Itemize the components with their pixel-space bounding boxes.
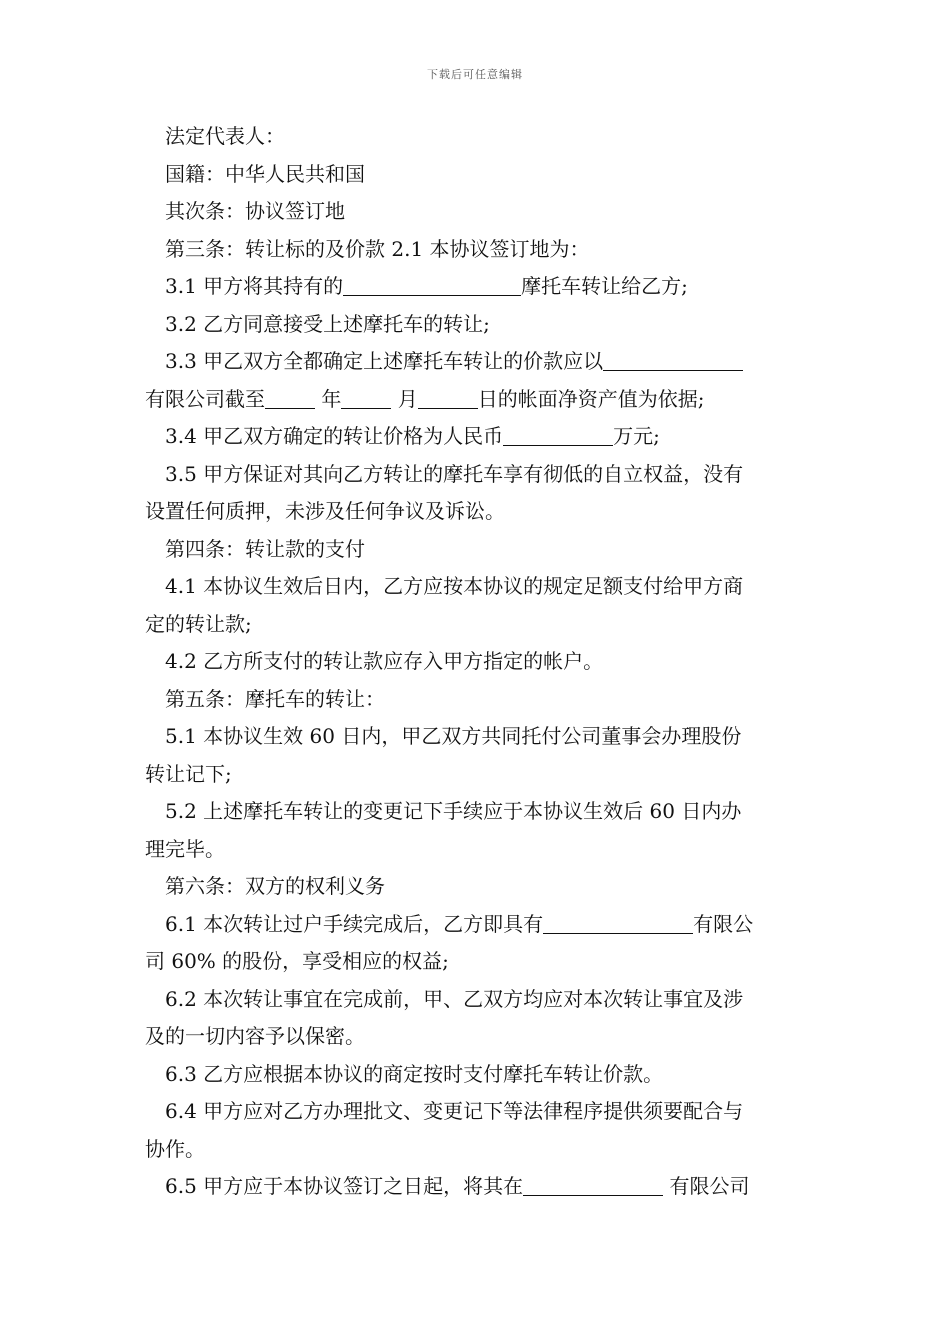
clause-3-3-cont-text-b: 年: [315, 386, 342, 411]
clause-5-1-cont: 转让记下;: [145, 761, 232, 786]
clause-6-5: [145, 1168, 807, 1206]
clause-3-4-text-b: 万元;: [613, 424, 660, 448]
clause-3-4-text-a: 3.4 甲乙双方确定的转让价格为人民币: [165, 424, 504, 448]
article-4-heading: 第四条：转让款的支付: [165, 536, 365, 561]
clause-6-1-cont: 司 60% 的股份，享受相应的权益;: [145, 949, 449, 973]
clause-3-1: [145, 268, 807, 306]
clause-3-1-text-a: 3.1 甲方将其持有的: [165, 274, 344, 298]
article-2-heading: 其次条：协议签订地: [165, 199, 345, 223]
fill-blank[interactable]: [523, 1174, 663, 1196]
clause-6-1-text-a: 6.1 本次转让过户手续完成后，乙方即具有: [165, 911, 544, 936]
clause-4-1-cont: 定的转让款;: [145, 611, 252, 636]
clause-6-2-cont: 及的一切内容予以保密。: [145, 1024, 365, 1048]
clause-3-2: 3.2 乙方同意接受上述摩托车的转让;: [165, 311, 490, 336]
clause-6-1: [145, 906, 807, 944]
clause-6-3: 6.3 乙方应根据本协议的商定按时支付摩托车转让价款。: [165, 1061, 664, 1086]
clause-4-2: 4.2 乙方所支付的转让款应存入甲方指定的帐户。: [165, 649, 604, 673]
article-6-heading: 第六条：双方的权利义务: [165, 874, 385, 898]
clause-3-3-cont: [145, 381, 807, 419]
fill-blank[interactable]: [503, 424, 613, 446]
document-body: [145, 118, 807, 1206]
line-legal-representative: 法定代表人：: [165, 124, 285, 148]
clause-3-5-cont: 设置任何质押，未涉及任何争议及诉讼。: [145, 499, 505, 523]
clause-5-1: 5.1 本协议生效 60 日内，甲乙双方共同托付公司董事会办理股份: [165, 724, 742, 748]
clause-3-3: [145, 343, 807, 381]
clause-4-1: 4.1 本协议生效后日内，乙方应按本协议的规定足额支付给甲方商: [165, 574, 744, 598]
article-5-heading: 第五条：摩托车的转让：: [165, 686, 385, 711]
clause-5-2-cont: 理完毕。: [145, 836, 225, 861]
fill-blank[interactable]: [341, 387, 391, 409]
fill-blank[interactable]: [418, 387, 478, 409]
clause-3-3-cont-text-a: 有限公司截至: [145, 386, 265, 411]
clause-3-3-cont-text-c: 月: [391, 386, 418, 411]
clause-6-5-text-a: 6.5 甲方应于本协议签订之日起，将其在: [165, 1174, 524, 1198]
article-3-heading: 第三条：转让标的及价款 2.1 本协议签订地为：: [165, 236, 590, 261]
line-nationality: 国籍：中华人民共和国: [165, 161, 365, 186]
clause-3-3-text: 3.3 甲乙双方全都确定上述摩托车转让的价款应以: [165, 349, 604, 373]
clause-3-1-text-b: 摩托车转让给乙方;: [521, 274, 688, 298]
clause-5-2: 5.2 上述摩托车转让的变更记下手续应于本协议生效后 60 日内办: [165, 799, 742, 823]
clause-6-2: 6.2 本次转让事宜在完成前，甲、乙双方均应对本次转让事宜及涉: [165, 986, 744, 1011]
clause-6-4: 6.4 甲方应对乙方办理批文、变更记下等法律程序提供须要配合与: [165, 1099, 744, 1123]
clause-3-3-cont-text-d: 日的帐面净资产值为依据;: [477, 386, 705, 411]
clause-6-4-cont: 协作。: [145, 1136, 205, 1161]
clause-3-4: [145, 418, 807, 456]
clause-3-5: 3.5 甲方保证对其向乙方转让的摩托车享有彻低的自立权益，没有: [165, 461, 744, 486]
page-header: 下载后可任意编辑: [427, 68, 523, 81]
fill-blank[interactable]: [543, 912, 693, 934]
clause-6-1-text-b: 有限公: [693, 911, 754, 936]
fill-blank[interactable]: [603, 349, 743, 371]
clause-6-5-text-b: 有限公司: [663, 1174, 750, 1198]
fill-blank[interactable]: [343, 274, 521, 296]
fill-blank[interactable]: [265, 387, 315, 409]
